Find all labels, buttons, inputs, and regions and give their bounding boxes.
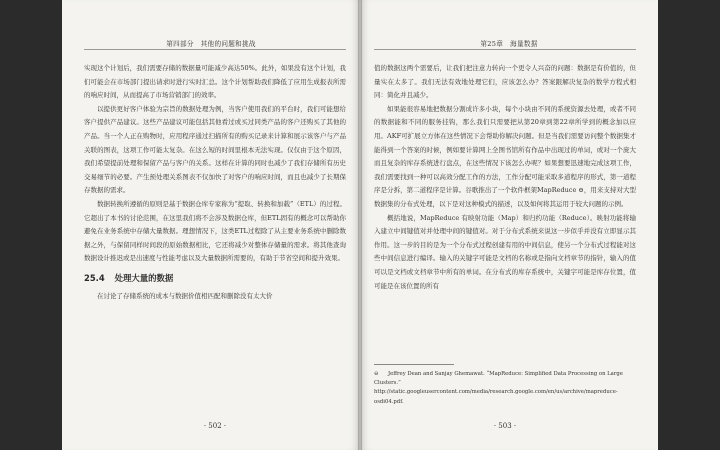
right-paragraph-3: 概括地说，MapReduce 有映射功能（Map）和归约功能（Reduce）。映射功能将输入建立中间键值对并处理中间的键值对。对于分布式系统来说这一步似乎并没有立即显示其作用。这一步的目的是为一个分布式过程创建有用的中间信息，使另一个分布式过程能对这些中间信息进行编译。输入的关键字可能是文档的名称或是指向文档章节的指针，输入的值可以是文档或文档章节中所有的单词。在分布式的库存系统中，关键字可能是库存位置，值可能是在该位置的所有 <box>374 213 636 290</box>
left-running-head: 第四部分 其他的问题和挑战 <box>166 40 256 48</box>
footnote <box>374 370 636 407</box>
right-running-head: 第25章 海量数据 <box>480 40 538 48</box>
right-header-rule <box>374 49 636 50</box>
section-title: 处理大量的数据 <box>114 272 174 283</box>
right-page-number: · 503 · <box>493 422 517 430</box>
right-paragraph-1: 值的数据这两个需要后，让我们把注意力转向一个更令人兴奋的问题：数据是有价值的，但量实在太多了。我们无法有效地处理它们，应该怎么办？答案跟解决复杂的数学方程式相同：简化并且减少。 <box>374 64 636 100</box>
right-body-text <box>374 62 636 293</box>
footnote-mark: ⊖ <box>374 371 379 377</box>
footnote-text: Jeffrey Dean and Sanjay Ghemawat. “MapReduce: Simplified Data Processing on Large Clusters.” http://static.googleusercontent.com/media/research.google.com/en/us/archive/mapreduce-osdi04.pdf. <box>374 371 623 405</box>
left-body-text <box>84 62 346 303</box>
right-paragraph-2: 如果能很容易地把数据分割成许多小块，每个小块由不同的系统资源去处理，或者不同的数据能和不同的服务挂钩，那么我们只需要把从第20章到第22章所学到的概念加以应用。AKF可扩展立方体在这些情况下会帮助你解决问题。但是当我们需要访问整个数据集才能得到一个答案的时候，例如要计算网上全图书馆所有作品中出现过的单词，或对一个庞大而且复杂的库存系统进行盘点，在这些情况下该怎么办呢？如果想要迅速地完成这项工作，我们需要找到一种可以高效分配工作的方法，工作分配可能采取多道程序的形式，第一道程序是分拆，第二道程序是计算。谷歌推出了一个软件框架MapReduce ⊖，用来支持对大型数据集的分布式处理，以下是对这种模式的描述，以及如何将其运用于较大问题的示例。 <box>374 104 636 208</box>
left-header-rule <box>84 49 346 50</box>
left-paragraph-2: 以提供更好客户体验为宗旨的数据处理为例，当客户使用我们的平台时，我们可能想给客户提供产品建议。这些产品建议可能包括其他看过或买过同类产品的客户还购买了其他的产品。当一个人正在购物时，应用程序通过扫描所有的购买记录来计算和展示该客户与产品关联的图表，这项工作可能太复杂。在这么短的时间里根本无法实现。仅仅由于这个原因，我们希望提前处理和保留产品与客户的关系。这样在计算的同时也减少了我们存储所有历史交易细节的必要。产生预处理关系图表不仅加快了对客户的响应时间，而且也减少了长期保存数据的需求。 <box>84 104 346 195</box>
left-paragraph-4: 在讨论了存储系统的成本与数据价值相匹配和删除没有太大价 <box>97 291 273 300</box>
section-heading <box>84 272 346 286</box>
left-paragraph-1: 实现这个计划后，我们需要存储的数据量可能减少高达50%。此外，如果没有这个计划，我们可能会在市场部门提出请求时进行实时汇总。这个计划帮助我们降低了应用生成报表所需的响应时间，从而提高了市场营销部门的效率。 <box>84 64 346 100</box>
book-gutter <box>358 0 362 450</box>
book-spread <box>62 0 658 450</box>
section-number: 25.4 <box>84 272 105 283</box>
left-paragraph-3: 数据转换所遵循的原则是基于数据仓库专家称为“提取、转换和加载”（ETL）的过程。它超出了本书的讨论范围，在这里我们将不会涉及数据仓库，但ETL固有的概念可以帮助你避免在业务系统中存储大量数据。理想情况下，这类ETL过程除了从主要业务系统中删除数据之外，与保留同样时间段的原始数据相比，它还将减少对整体存储量的需求。将其他查询数据设计推迟或是出速度与性能考虑以及大量数据所需要的，有助于节省空间和提升效果。 <box>84 199 346 263</box>
left-page <box>62 0 360 450</box>
left-page-number: · 502 · <box>203 422 227 430</box>
right-page <box>360 0 658 450</box>
footnote-rule <box>374 364 454 365</box>
